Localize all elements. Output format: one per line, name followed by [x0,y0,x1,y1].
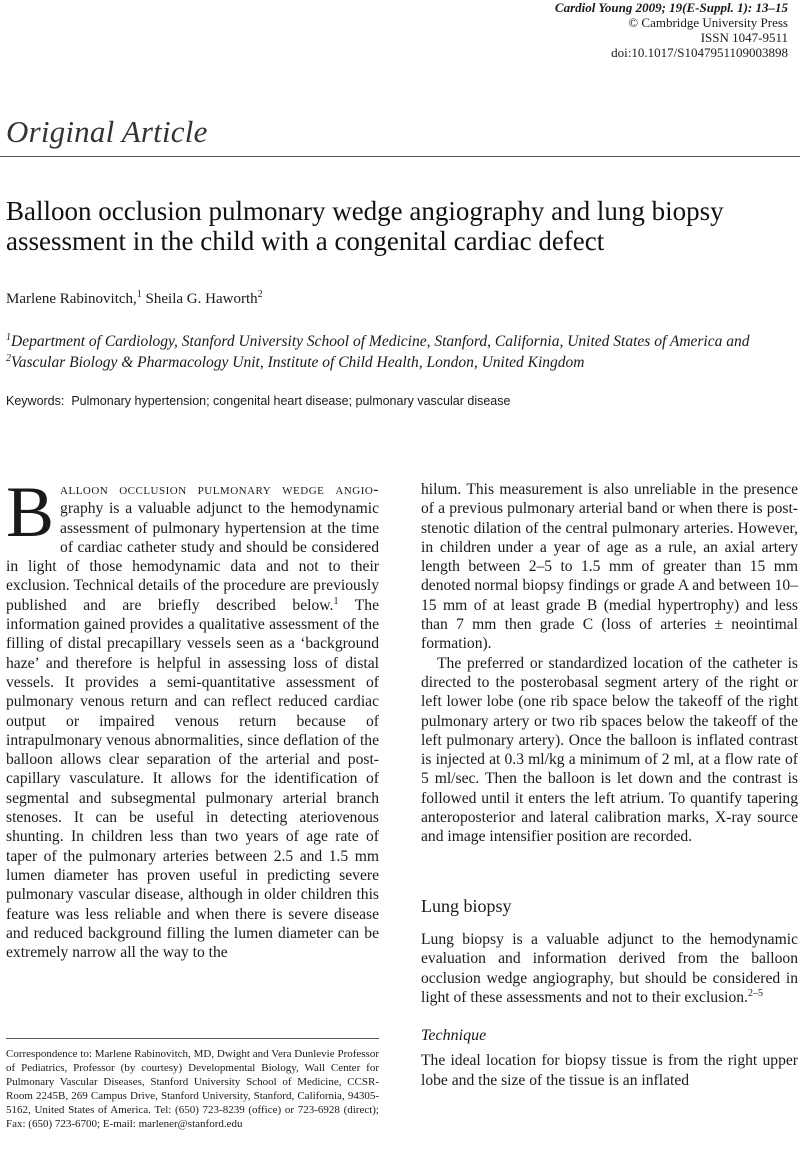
drop-cap: B [6,472,55,552]
issn-line: ISSN 1047-9511 [700,30,788,45]
body-paragraph: The ideal location for biopsy tissue is from the right upper lobe and the size of the tissue is an inflated [421,1052,798,1089]
section-divider [0,156,800,157]
affiliation-mark: 2 [6,352,11,364]
author-list [6,291,263,308]
intro-paragraph [6,472,379,962]
author-affiliation-mark: 1 [136,289,142,300]
footnote-divider [6,1038,379,1039]
body-column-right [421,480,798,1090]
section-type: Original Article [6,114,208,149]
keywords-label: Keywords: [6,394,65,408]
intro-text-continued: The information gained provides a qualitative assessment of the filling of distal precapillary vessels seen as a ‘background haze’ and therefore is helpful in assessing loss of distal vessels. It provides a semi-quantitative assessment of pulmonary venous return and can reflect reduced cardiac output or impaired venous return because of intrapulmonary venous abnormalities, since deflation of the balloon allows clear separation of the arterial and post-capillary vasculature. It allows for the identification of segmental and subsegmental pulmonary arterial branch stenoses. It can be useful in detecting ateriovenous shunting. In children less than two years of age rate of taper of the pulmonary arteries between 2.5 and 1.5 mm lumen diameter has proven useful in predicting severe pulmonary vascular disease, although in older children this feature was less reliable and when there is severe disease and reduced background filling the lumen diameter can be extremely narrow all the way to the [6,596,379,962]
affiliation-text: Vascular Biology & Pharmacology Unit, Institute of Child Health, London, United Kingdom [11,354,585,371]
reference-mark: 2–5 [747,987,763,999]
subsection-heading-technique: Technique [421,1027,487,1045]
body-paragraph [421,930,798,1007]
journal-citation: Cardiol Young 2009; 19(E-Suppl. 1): 13–15 [554,0,788,15]
body-paragraph: The preferred or standardized location of the catheter is directed to the posterobasal segment artery of the right or left lower lobe (one rib space below the takeoff of the right pulmonary artery or two rib spaces below the takeoff of the left pulmonary artery). Once the balloon is inflated contrast is injected at 0.3 ml/kg a minimum of 2 ml, at a flow rate of 5 ml/sec. Then the balloon is let down and the contrast is followed until it enters the left atrium. To quantify tapering anteroposterior and lateral calibration marks, X-ray source and image intensifier position are recorded. [421,654,798,846]
lung-biopsy-text: Lung biopsy is a valuable adjunct to the hemodynamic evaluation and information derived from the balloon occlusion wedge angiography, but should be considered in light of these assessments and not to their exclusion. [421,930,798,1006]
keywords-text: Pulmonary hypertension; congenital heart disease; pulmonary vascular disease [71,394,511,408]
affiliation-mark: 1 [6,331,11,343]
intro-smallcaps: alloon occlusion pulmonary wedge angio- [60,481,379,498]
correspondence-footnote: Correspondence to: Marlene Rabinovitch, MD, Dwight and Vera Dunlevie Professor of Pediatrics, Professor (by courtesy) Developmental Biology, Wall Center for Pulmonary Vascular Diseases, Stanford University School of Medicine, CCSR-Room 2245B, 269 Campus Drive, Stanford University, Stanford, California, 94305-5162, United States of America. Tel: (650) 723-8239 (office) or 723-6928 (direct); Fax: (650) 723-6700; E-mail: marlener@stanford.edu [6,1048,379,1130]
section-heading-lung-biopsy: Lung biopsy [421,895,512,916]
author-name: Sheila G. Haworth [145,291,258,307]
doi-line: doi:10.1017/S1047951109003898 [611,45,788,60]
body-column-left [6,472,379,962]
affiliation-text: Department of Cardiology, Stanford University School of Medicine, Stanford, California, United States of America and [11,333,750,350]
keywords [6,394,510,408]
intro-text: graphy is a valuable adjunct to the hemodynamic assessment of pulmonary hypertension at the time of cardiac catheter study and should be considered in light of those hemodynamic data and not to their exclusion. Technical details of the procedure are previously published and are briefly described below. [6,500,379,614]
reference-mark: 1 [333,595,339,607]
article-title: Balloon occlusion pulmonary wedge angiography and lung biopsy assessment in the child with a congenital cardiac defect [6,196,724,256]
author-affiliation-mark: 2 [257,289,263,300]
copyright-line: © Cambridge University Press [628,15,788,30]
journal-header [555,0,788,60]
author-name: Marlene Rabinovitch, [6,291,137,307]
body-paragraph: hilum. This measurement is also unreliable in the presence of a previous pulmonary arterial band or when there is post-stenotic dilation of the central pulmonary arteries. However, in children under a year of age as a rule, an axial artery length between 2–5 to 1.5 mm of greater than 15 mm denoted normal biopsy findings or grade A and between 10–15 mm of at least grade B (medial hypertrophy) and less than 7 mm then grade C (loss of arteries ± neointimal formation). [421,481,798,653]
affiliations [6,331,798,373]
